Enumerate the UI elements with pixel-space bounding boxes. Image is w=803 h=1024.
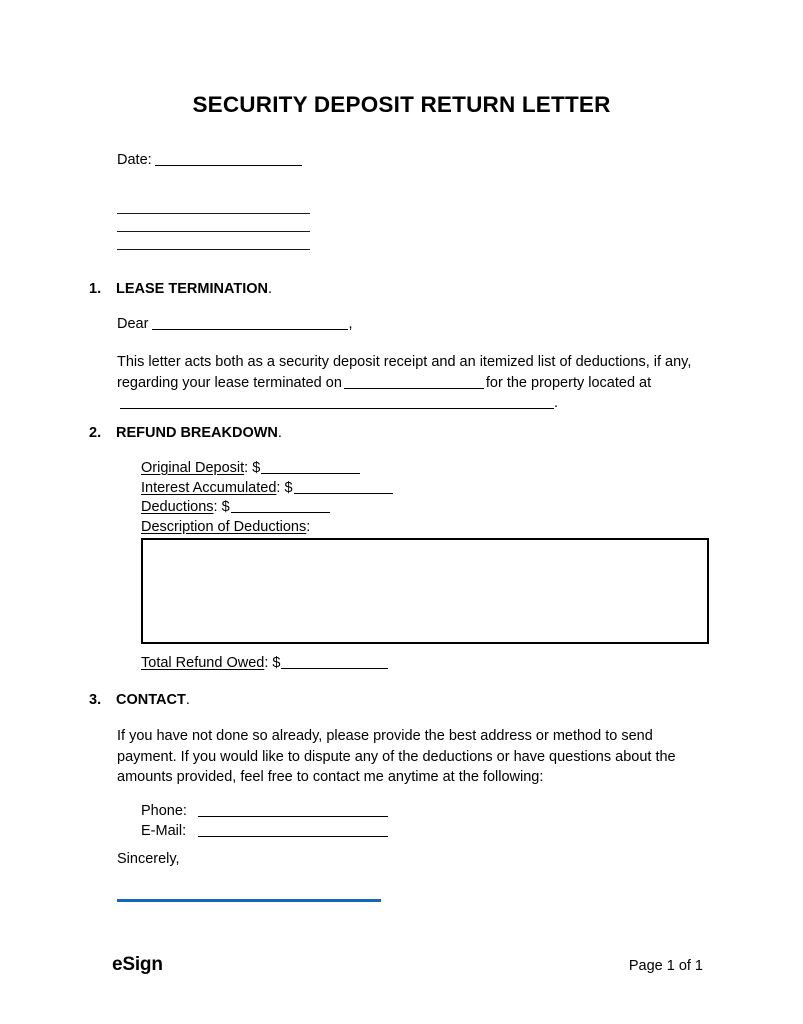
- email-row: [141, 822, 388, 842]
- deductions-currency: $: [221, 499, 230, 515]
- email-input-blank[interactable]: [198, 836, 388, 837]
- phone-input-blank[interactable]: [198, 816, 388, 817]
- description-of-deductions-label: Description of Deductions: [141, 518, 307, 535]
- page-title: SECURITY DEPOSIT RETURN LETTER: [192, 92, 611, 117]
- salutation-label: Dear: [117, 316, 149, 332]
- original-deposit-blank[interactable]: [261, 473, 360, 474]
- section-3-number: 3.: [89, 692, 102, 708]
- salutation-row: [117, 316, 352, 332]
- total-refund-owed-currency: $: [272, 655, 281, 671]
- property-address-blank[interactable]: [120, 408, 554, 409]
- section-3-heading: [89, 692, 190, 708]
- section-2-heading: [89, 425, 282, 441]
- deductions-blank[interactable]: [231, 512, 330, 513]
- section-1-paragraph-part3: .: [554, 395, 559, 411]
- section-2-number: 2.: [89, 425, 102, 441]
- original-deposit-colon: :: [244, 460, 253, 476]
- date-label: Date:: [117, 152, 152, 168]
- contact-fields: [141, 802, 388, 841]
- recipient-name-blank[interactable]: [152, 329, 348, 330]
- phone-label: Phone:: [141, 803, 187, 819]
- original-deposit-label: Original Deposit: [141, 460, 245, 476]
- total-refund-owed-row: [141, 655, 388, 671]
- section-1-title: LEASE TERMINATION: [116, 281, 268, 297]
- deductions-colon: :: [213, 499, 222, 515]
- closing-text: Sincerely,: [117, 851, 180, 867]
- section-3-paragraph: If you have not done so already, please provide the best address or method to send payment. If you would like to dispute any of the deductions or have questions about the amounts provided, feel free to contact me anytime at the following:: [117, 728, 676, 785]
- deductions-label: Deductions: [141, 499, 214, 515]
- section-1-paragraph-part1: This letter acts both as a security deposit receipt and an itemized list of deductions, if any, regarding your lease terminated on: [117, 354, 692, 391]
- section-2-period: .: [277, 425, 282, 441]
- refund-breakdown-list: [141, 459, 393, 537]
- section-2-title: REFUND BREAKDOWN: [116, 425, 278, 441]
- address-line-1[interactable]: [117, 196, 310, 214]
- description-of-deductions-textbox[interactable]: [141, 538, 709, 644]
- address-line-3[interactable]: [117, 232, 310, 250]
- description-of-deductions-colon: :: [306, 518, 311, 535]
- section-1-paragraph: [117, 352, 701, 414]
- date-field-row: [117, 152, 302, 168]
- deductions-row: [141, 498, 393, 518]
- salutation-comma: ,: [348, 316, 353, 332]
- phone-row: [141, 802, 388, 822]
- description-of-deductions-row: [141, 518, 393, 538]
- address-line-2[interactable]: [117, 214, 310, 232]
- interest-accumulated-row: [141, 479, 393, 499]
- address-blank-lines: [117, 196, 310, 250]
- original-deposit-currency: $: [252, 460, 261, 476]
- interest-accumulated-label: Interest Accumulated: [141, 479, 277, 496]
- termination-date-blank[interactable]: [344, 388, 484, 389]
- page-indicator: Page 1 of 1: [628, 958, 703, 974]
- original-deposit-row: [141, 459, 393, 479]
- section-1-paragraph-part2: for the property located at: [485, 374, 652, 391]
- total-refund-owed-label: Total Refund Owed: [141, 655, 265, 671]
- total-refund-owed-colon: :: [264, 655, 273, 671]
- email-label: E-Mail:: [141, 822, 187, 839]
- section-3-title: CONTACT: [116, 692, 186, 708]
- section-1-period: .: [267, 281, 273, 297]
- section-1-number: 1.: [89, 281, 102, 297]
- interest-accumulated-blank[interactable]: [294, 493, 393, 494]
- esign-logo: eSign: [112, 954, 163, 975]
- total-refund-owed-blank[interactable]: [281, 668, 388, 669]
- section-1-heading: [89, 281, 272, 297]
- date-input-blank[interactable]: [155, 165, 302, 166]
- interest-accumulated-colon: :: [276, 479, 285, 496]
- interest-accumulated-currency: $: [284, 479, 293, 496]
- section-3-period: .: [185, 692, 190, 708]
- signature-line[interactable]: [117, 899, 381, 902]
